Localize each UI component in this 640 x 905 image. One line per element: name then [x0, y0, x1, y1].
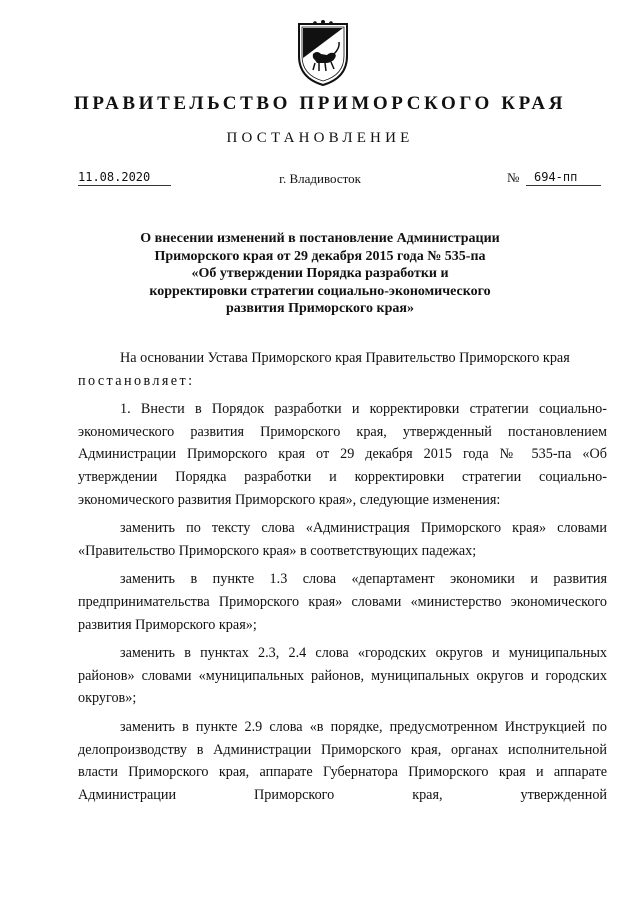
body-paragraph: 1. Внести в Порядок разработки и корректировки стратегии социально-экономического развития Приморского края, утвержденный постановлением Администрации Приморского края от 29 декабря 2015 года № 535-па «Об утверждении Порядка разработки и корректировки стратегии социально-экономического развития Приморского края», следующие изменения:: [78, 401, 607, 508]
coat-of-arms-icon: [293, 18, 353, 88]
subject-line: корректировки стратегии социально-экономического: [149, 283, 491, 299]
decree-word: постановляет:: [78, 372, 195, 389]
document-subject: [120, 230, 520, 318]
body-paragraph: На основании Устава Приморского края Правительство Приморского края: [120, 350, 570, 366]
body-paragraph: заменить по тексту слова «Администрация Приморского края» словами «Правительство Приморского края» в соответствующих падежах;: [78, 520, 607, 559]
body-paragraph: заменить в пункте 1.3 слова «департамент экономики и развития предпринимательства Приморского края» словами «министерство экономического развития Приморского края»;: [78, 571, 607, 633]
document-type: ПОСТАНОВЛЕНИЕ: [226, 130, 414, 146]
body-paragraph: заменить в пунктах 2.3, 2.4 слова «городских округов и муниципальных районов» словами «муниципальных районов, муниципальных округов и городских округов»;: [78, 645, 607, 707]
document-date: 11.08.2020: [78, 170, 171, 186]
body-paragraph: заменить в пункте 2.9 слова «в порядке, предусмотренном Инструкцией по делопроизводству в Администрации Приморского края, органах исполнительной власти Приморского края, аппарате Губернатора Приморского края и аппарате Администрации Приморского края, утвержденной: [78, 718, 607, 803]
subject-line: О внесении изменений в постановление Администрации: [140, 231, 500, 246]
subject-line: Приморского края от 29 декабря 2015 года № 535-па: [154, 248, 486, 264]
document-body: [78, 347, 607, 812]
number-label: №: [507, 170, 520, 185]
document-city: г. Владивосток: [279, 171, 361, 186]
subject-line: развития Приморского края»: [226, 301, 414, 317]
government-title: ПРАВИТЕЛЬСТВО ПРИМОРСКОГО КРАЯ: [73, 93, 567, 114]
document-number: 694-пп: [526, 170, 601, 186]
subject-line: «Об утверждении Порядка разработки и: [191, 266, 449, 282]
